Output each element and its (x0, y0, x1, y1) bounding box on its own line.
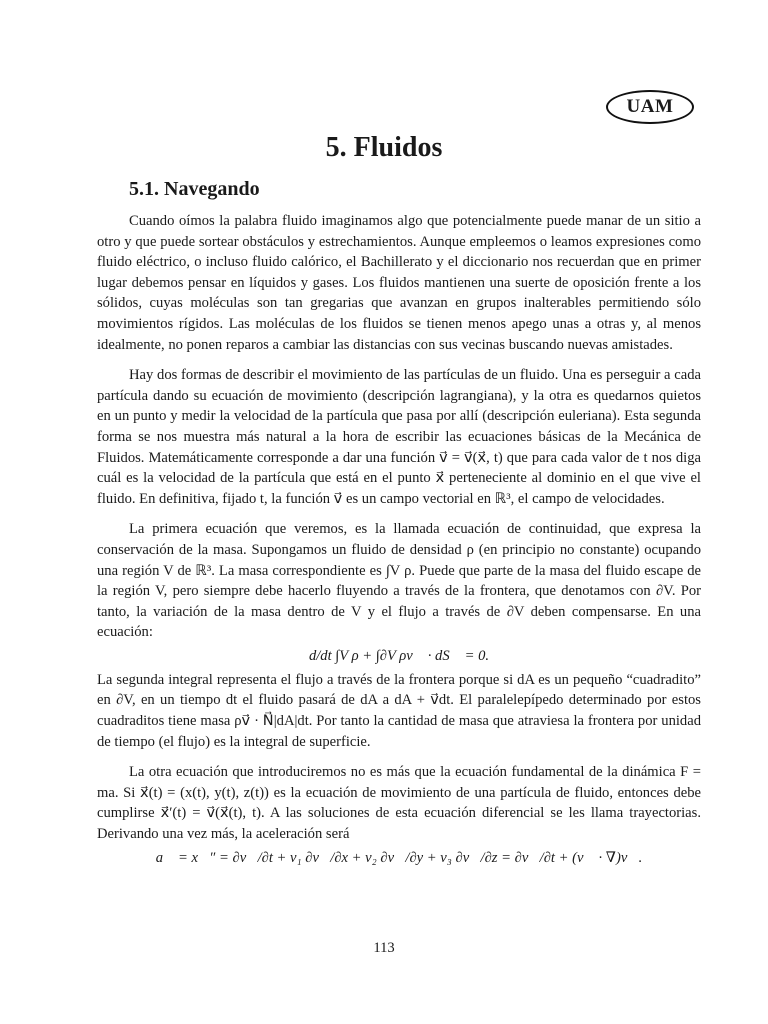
paragraph: La otra ecuación que introduciremos no es más que la ecuación fundamental de la dinámica F = ma. Si x⃗(t) = (x(t), y(t), z(t)) es la ecuación de movimiento de una partícula de fluido, entonces debe cumplirse x⃗′(t) = v⃗(x⃗(t), t). A las soluciones de esta ecuación diferencial se les llama trayectorias. Derivando una vez más, la aceleración será (97, 764, 701, 843)
uam-logo: UAM (606, 90, 694, 124)
acceleration-equation: a⃗ = x⃗″ = ∂v⃗/∂t + v₁ ∂v⃗/∂x + v₂ ∂v⃗/∂y + v₃ ∂v⃗/∂z = ∂v⃗/∂t + (v⃗ · ∇)v⃗. (155, 849, 643, 866)
paragraph: Hay dos formas de describir el movimiento de las partículas de un fluido. Una es perseguir a cada partícula dando su ecuación de movimiento (descripción lagrangiana), y la otra es quedarnos quietos en un punto y medir la velocidad de la partícula que pasa por allí (descripción euleriana). Esta segunda forma se nos muestra más natural a la hora de escribir las ecuaciones básicas de la Mecánica de Fluidos. Matemáticamente corresponde a dar una función v⃗ = v⃗(x⃗, t) que para cada valor de t nos diga cuál es la velocidad de la partícula que está en el punto x⃗ perteneciente al dominio en el que vive el fluido. En definitiva, fijado t, la función v⃗ es un campo vectorial en ℝ³, el campo de velocidades. (97, 367, 701, 507)
body-text (97, 211, 701, 872)
section-title: 5.1. Navegando (129, 178, 260, 200)
chapter-title: 5. Fluidos (325, 132, 443, 163)
paragraph: La primera ecuación que veremos, es la llamada ecuación de continuidad, que expresa la conservación de la masa. Supongamos un fluido de densidad ρ (en principio no constante) ocupando una región V de ℝ³. La masa correspondiente es ∫V ρ. Puede que parte de la masa del fluido escape de la región V, pero siempre debe hacerlo fluyendo a través de la frontera, que denotamos con ∂V. Por tanto, la variación de la masa dentro de V y el flujo a través de ∂V deben compensarse. En una ecuación: (97, 521, 701, 641)
paragraph: La segunda integral representa el flujo a través de la frontera porque si dA es un pequeño “cuadradito” en ∂V, en un tiempo dt el fluido pasará de dA a dA + v⃗dt. El paralelepípedo determinado por estos cuadraditos tiene masa ρv⃗ · N⃗|dA|dt. Por tanto la cantidad de masa que atraviesa la frontera por unidad de tiempo (el flujo) es la integral de superficie. (97, 671, 701, 750)
continuity-equation: d/dt ∫V ρ + ∫∂V ρv⃗ · dS⃗ = 0. (308, 647, 490, 664)
page-number: 113 (373, 940, 395, 956)
paragraph: Cuando oímos la palabra fluido imaginamos algo que potencialmente puede manar de un sitio a otro y que puede sortear obstáculos y estrechamientos. Aunque empleemos o leamos expresiones como fluido eléctrico, o incluso fluido calórico, el Bachillerato y el diccionario nos recuerdan que en primer lugar debemos pensar en líquidos y gases. Los fluidos mantienen una suerte de oposición frente a los sólidos, cuyas moléculas son tan gregarias que avanzan en grupos inalterables permitiendo sólo movimientos rígidos. Las moléculas de los fluidos se tienen menos apego unas a otras y, al menos idealmente, no ponen reparos a cambiar las distancias con sus vecinas buscando nuevas amistades. (97, 213, 701, 353)
